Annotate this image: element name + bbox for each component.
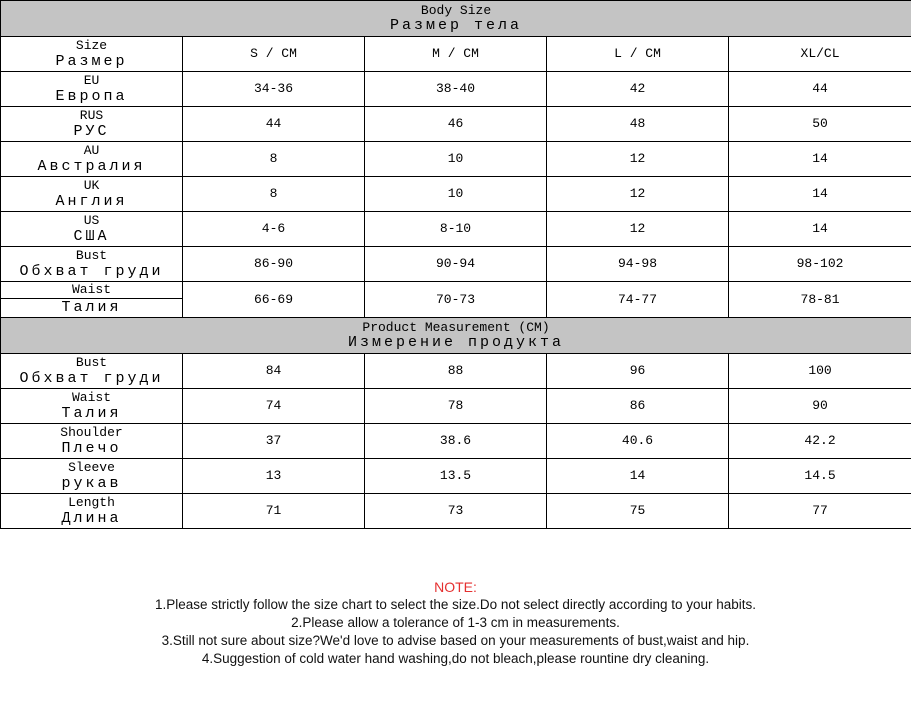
row-label: [1, 177, 183, 212]
row-label-ru: Обхват груди: [19, 262, 164, 280]
table-row: [1, 282, 911, 318]
table-row: [1, 247, 911, 282]
size-col-l: L / CM: [547, 37, 729, 72]
row-label-en: RUS: [79, 107, 104, 123]
row-label-en: Bust: [75, 354, 108, 370]
body-size-header: [1, 1, 911, 37]
table-cell: 40.6: [547, 424, 729, 459]
table-cell: 74: [183, 389, 365, 424]
table-row: [1, 494, 911, 529]
row-label-en: Waist: [71, 389, 111, 405]
table-row: [1, 389, 911, 424]
note-title: NOTE:: [434, 579, 477, 595]
row-label-en: AU: [83, 142, 100, 158]
size-label-ru: Размер: [55, 52, 128, 70]
table-cell: 14: [729, 177, 911, 212]
row-label-ru: Европа: [55, 87, 128, 105]
row-label-en: UK: [83, 177, 100, 193]
table-cell: 78: [365, 389, 547, 424]
row-label-ru: Австралия: [37, 157, 146, 175]
size-header-row: [1, 37, 911, 72]
table-cell: 90-94: [365, 247, 547, 282]
table-row: [1, 212, 911, 247]
product-measurement-title: [1, 318, 911, 354]
table-cell: 46: [365, 107, 547, 142]
table-cell: 37: [183, 424, 365, 459]
row-label-en: Bust: [75, 247, 108, 263]
row-label: [1, 424, 183, 459]
row-label-ru: США: [73, 227, 110, 245]
row-label-ru: Англия: [55, 192, 128, 210]
table-cell: 12: [547, 142, 729, 177]
table-cell: 42.2: [729, 424, 911, 459]
table-cell: 38-40: [365, 72, 547, 107]
table-cell: 14: [547, 459, 729, 494]
table-cell: 98-102: [729, 247, 911, 282]
body-size-title: [1, 1, 911, 37]
note-line: 4.Suggestion of cold water hand washing,do not bleach,please rountine dry cleaning.: [201, 651, 710, 666]
row-label: [1, 142, 183, 177]
row-label: [1, 247, 183, 282]
row-label-ru: рукав: [61, 474, 122, 492]
table-cell: 44: [183, 107, 365, 142]
table-cell: 42: [547, 72, 729, 107]
row-label-en: Sleeve: [68, 459, 115, 475]
table-cell: 48: [547, 107, 729, 142]
table-row: [1, 142, 911, 177]
note-line: 3.Still not sure about size?We'd love to advise based on your measurements of bust,waist and hip.: [161, 633, 750, 648]
table-cell: 10: [365, 177, 547, 212]
table-row: [1, 354, 911, 389]
row-label-en: EU: [83, 72, 100, 88]
size-col-m: M / CM: [365, 37, 547, 72]
table-cell: 96: [547, 354, 729, 389]
table-cell: 10: [365, 142, 547, 177]
table-row: [1, 72, 911, 107]
note-line: 1.Please strictly follow the size chart to select the size.Do not select directly according to your habits.: [154, 597, 757, 612]
row-label-en: US: [83, 212, 100, 228]
notes-section: [0, 541, 911, 703]
size-label-cell: [1, 37, 183, 72]
row-label: [1, 354, 183, 389]
table-cell: 34-36: [183, 72, 365, 107]
row-label: [1, 389, 183, 424]
table-cell: 13.5: [365, 459, 547, 494]
table-cell: 14: [729, 142, 911, 177]
table-cell: 12: [547, 212, 729, 247]
row-label: [1, 212, 183, 247]
row-label: [1, 282, 183, 318]
row-label: [1, 494, 183, 529]
row-label-ru: Талия: [61, 404, 122, 422]
size-col-xl: XL/CL: [729, 37, 911, 72]
table-cell: 14: [729, 212, 911, 247]
row-label-en: Waist: [1, 282, 182, 299]
row-label: [1, 107, 183, 142]
table-cell: 77: [729, 494, 911, 529]
table-cell: 8: [183, 142, 365, 177]
product-measurement-header: [1, 318, 911, 354]
table-row: [1, 424, 911, 459]
note-line: 2.Please allow a tolerance of 1-3 cm in measurements.: [291, 615, 620, 630]
table-cell: 90: [729, 389, 911, 424]
table-row: [1, 177, 911, 212]
table-cell: 38.6: [365, 424, 547, 459]
table-cell: 88: [365, 354, 547, 389]
table-cell: 13: [183, 459, 365, 494]
product-title-en: Product Measurement (CM): [362, 320, 550, 335]
table-cell: 8-10: [365, 212, 547, 247]
row-label-ru: РУС: [73, 122, 110, 140]
table-cell: 74-77: [547, 282, 729, 318]
table-row: [1, 459, 911, 494]
row-label-ru: Плечо: [61, 439, 122, 457]
product-title-ru: Измерение продукта: [348, 334, 565, 351]
table-cell: 73: [365, 494, 547, 529]
row-label: [1, 459, 183, 494]
body-size-title-en: Body Size: [420, 3, 492, 18]
table-cell: 44: [729, 72, 911, 107]
row-label-ru: Обхват груди: [19, 369, 164, 387]
table-cell: 12: [547, 177, 729, 212]
table-cell: 78-81: [729, 282, 911, 318]
table-cell: 66-69: [183, 282, 365, 318]
table-cell: 50: [729, 107, 911, 142]
table-cell: 86-90: [183, 247, 365, 282]
body-size-title-ru: Размер тела: [390, 17, 523, 34]
table-cell: 84: [183, 354, 365, 389]
row-label-en: Length: [68, 494, 115, 510]
table-cell: 86: [547, 389, 729, 424]
row-label: [1, 72, 183, 107]
table-cell: 94-98: [547, 247, 729, 282]
table-cell: 14.5: [729, 459, 911, 494]
table-cell: 71: [183, 494, 365, 529]
table-cell: 100: [729, 354, 911, 389]
size-col-s: S / CM: [183, 37, 365, 72]
table-cell: 70-73: [365, 282, 547, 318]
table-cell: 4-6: [183, 212, 365, 247]
size-label-en: Size: [75, 37, 108, 53]
table-cell: 75: [547, 494, 729, 529]
table-row: [1, 107, 911, 142]
row-label-ru: Длина: [61, 509, 122, 527]
table-cell: 8: [183, 177, 365, 212]
row-label-en: Shoulder: [60, 424, 123, 440]
row-label-ru: Талия: [61, 299, 122, 316]
